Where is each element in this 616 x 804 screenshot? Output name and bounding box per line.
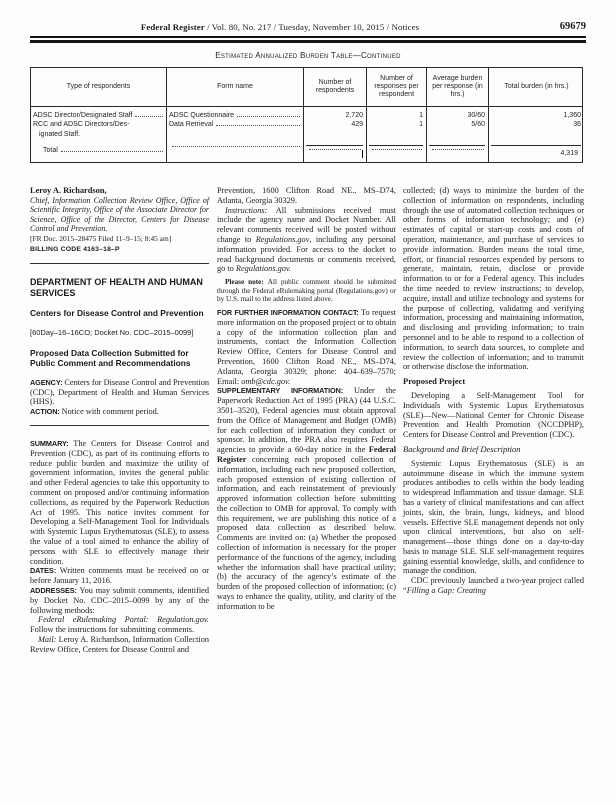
journal-name: Federal Register <box>140 22 205 32</box>
text-run: Federal Register <box>217 445 396 464</box>
table-col-type <box>31 107 167 162</box>
col-header-type: Type of respondents <box>31 68 167 106</box>
text-block-p <box>30 439 209 566</box>
text-run: CDC previously launched a two-year project called “ <box>403 576 584 596</box>
dot-leader <box>372 149 422 150</box>
text-run: Prevention, 1600 Clifton Road NE., MS–D74, Atlanta, Georgia 30329. <box>217 186 396 205</box>
text-block-hdept <box>30 277 209 298</box>
text-run: Chief, Information Collection Review Office, Office of Scientific Integrity, Office of the Associate Director for Science, Office of the Director, Centers for Disease Control and Prevention. <box>30 195 209 234</box>
table-col-total-burden <box>489 107 584 162</box>
cell-text: ADSC Questionnaire <box>169 112 234 119</box>
text-block-p <box>30 566 209 586</box>
text-run: Centers for Disease Control and Prevention <box>30 308 204 319</box>
text-run: Leroy A. Richardson, Information Collection Review Office, Centers for Disease Control and <box>30 634 209 654</box>
text-run: Notice with comment period. <box>61 407 159 417</box>
running-head <box>30 22 586 34</box>
table-header-row <box>30 67 583 107</box>
text-run: Systemic Lupus Erythematosus (SLE) is an autoimmune disease in which the immune system produces antibodies to cells within the body leading to widespread inflammation and tissue damage. SLE has a variety of clinical manifestations and can affect joints, skin, the brain, lungs, kidneys, and blood vessels. Effective SLE management depends not only upon clinical interventions, but also on self-management—those things done on a day-to-day basis to manage SLE. SLE self-management requires gaining essential knowledge, skills, and confidence to manage the condition. <box>403 458 584 576</box>
text-run: AGENCY: <box>30 377 65 387</box>
text-block-role <box>30 196 209 234</box>
column-rule <box>30 263 209 264</box>
text-run: [60Day–16–16CO; Docket No. CDC–2015–0099] <box>30 328 194 338</box>
text-run: collected; (d) ways to minimize the burden of the collection of information on respondents, including through the use of automated collection techniques or other forms of information technology; and (e) estimates of capital or start-up costs and costs of operation, maintenance, and purchase of services to provide information. Burden means the total time, effort, or financial resources expended by persons to generate, maintain, retain, disclose or provide information to or for a Federal agency. This includes the time needed to review instructions; to develop, acquire, install and utilize technology and systems for the purpose of collecting, validating and verifying information, processing and maintaining information, and disclosing and providing information; to train personnel and to be able to respond to a collection of information, to search data sources, to complete and review the collection of information; and to transmit or otherwise disclose the information. <box>403 186 584 372</box>
table-title: Estimated Annualized Burden Table—Continued <box>215 51 401 60</box>
text-run: SUPPLEMENTARY INFORMATION: <box>217 386 355 396</box>
text-run: All public comment should be submitted through the Federal eRulemaking portal (Regulations.gov) or by U.S. mail to the address listed above. <box>217 278 396 304</box>
total-row-cell <box>429 145 485 159</box>
text-block-hb <box>403 377 584 387</box>
text-column-2 <box>217 186 396 612</box>
text-block-pf <box>403 459 584 577</box>
text-run: Please note: <box>225 278 268 287</box>
total-row-cell <box>169 146 301 159</box>
text-run: Instructions: <box>225 205 276 215</box>
total-row-cell <box>369 145 423 159</box>
text-block-p <box>217 186 396 206</box>
text-run: Developing a Self-Management Tool for Individuals with Systemic Lupus Erythematosus (SLE)—New—National Center for Chronic Disease Prevention and Health Promotion (NCCDPHP), Centers for Disease Control and Prevention (CDC). <box>403 390 584 440</box>
text-run: All submissions received must include the agency name and Docket Number. All relevant comments received will be posted without change to <box>217 205 396 244</box>
page-number: 69679 <box>559 21 586 32</box>
text-block-pf <box>30 635 209 655</box>
dot-leader <box>216 125 300 126</box>
text-run: ADDRESSES: <box>30 585 80 595</box>
text-run: The Centers for Disease Control and Prevention (CDC), as part of its continuing efforts to reduce public burden and maximize the utility of government information, invites the general public and other Federal agencies to take this opportunity to comment on proposed and/or continuing information collections, as required by the Paperwork Reduction Act of 1995. This notice invites comment for Developing a Self-Management Tool for Individuals with Systemic Lupus Erythematosus (SLE), to assess the value of a tool aimed to enhance the ability of persons with SLE to effectively manage their condition. <box>30 439 209 566</box>
text-block-pf <box>403 576 584 596</box>
table-cell: 1,360 <box>563 112 581 119</box>
issue-info: / Vol. 80, No. 217 / Tuesday, November 10, 2015 / Notices <box>207 22 420 32</box>
text-run: Filling a Gap: Creating <box>406 586 486 596</box>
table-cell: 36 <box>573 121 581 129</box>
table-cell: 5/60 <box>471 121 485 129</box>
text-run: FOR FURTHER INFORMATION CONTACT: <box>217 307 362 317</box>
col-header-avg-burden: Average burden per response (in hrs.) <box>427 68 489 106</box>
text-block-hsub <box>30 348 209 368</box>
text-run: Regulations.gov <box>255 234 310 244</box>
table-cell <box>169 120 301 129</box>
header-rule-thick <box>30 40 586 43</box>
text-block-docket <box>30 328 209 337</box>
text-block-billing <box>30 245 209 255</box>
spacer <box>429 130 485 145</box>
total-row-cell <box>306 145 363 159</box>
text-run: , including any personal information provided. For access to the docket to read background documents or comments received, go to <box>217 234 396 274</box>
text-run: You may submit comments, identified by Docket No. CDC–2015–0099 by any of the following methods: <box>30 585 209 615</box>
text-block-hsub <box>30 308 209 318</box>
text-run: BILLING CODE 4163–18–P <box>30 246 120 254</box>
column-rule <box>30 425 209 426</box>
text-block-hi <box>403 445 584 455</box>
text-run: Federal eRulemaking Portal: Regulation.gov. <box>38 615 209 625</box>
dot-leader <box>135 116 163 117</box>
grand-total-value: 4,319 <box>560 150 578 157</box>
text-block-pf <box>217 206 396 275</box>
text-column-3 <box>403 186 584 596</box>
spacer <box>169 130 301 146</box>
text-block-pf <box>30 615 209 635</box>
text-run: Proposed Data Collection Submitted for Public Comment and Recommendations <box>30 347 191 368</box>
text-run: Regulations.gov. <box>235 264 292 274</box>
text-run: [FR Doc. 2015–28475 Filed 11–9–15; 8:45 am] <box>30 234 172 244</box>
text-block-p <box>403 186 584 372</box>
total-row-cell <box>491 145 581 159</box>
dot-leader <box>237 116 300 117</box>
table-cell: 1 <box>419 121 423 129</box>
total-row-cell <box>33 146 164 159</box>
header-rule <box>30 36 586 43</box>
text-run: Centers for Disease Control and Prevention (CDC), Department of Health and Human Services (HHS). <box>30 377 209 407</box>
text-block-note <box>217 278 396 304</box>
text-run: DATES: <box>30 566 60 576</box>
text-run: Follow the instructions for submitting comments. <box>30 625 195 635</box>
text-run: Proposed Project <box>403 376 466 387</box>
table-col-form <box>167 107 304 162</box>
text-cursor <box>362 150 364 158</box>
running-head-title <box>30 22 530 32</box>
header-rule-thin <box>30 36 586 38</box>
text-run: Under the Paperwork Reduction Act of 1995 (PRA) (44 U.S.C. 3501–3520), Federal agencies must obtain approval from the Office of Management and Budget (OMB) for each collection of information they conduct or sponsor. In addition, the PRA also requires Federal agencies to provide a 60-day notice in the <box>217 386 396 455</box>
text-block-p <box>30 378 209 407</box>
text-run: Written comments must be received on or before January 11, 2016. <box>30 566 210 586</box>
text-run: DEPARTMENT OF HEALTH AND HUMAN SERVICES <box>30 277 203 298</box>
cell-text: Data Retrieval <box>169 121 214 129</box>
table-cell <box>33 111 164 120</box>
text-run: concerning each proposed collection of information, including each new proposed collection, each proposed extension of existing collection of information, and each reinstatement of previously approved information collection before submitting the collection to OMB for approval. To comply with this requirement, we are publishing this notice of a proposed data collection as described below. Comments are invited on: (a) Whether the proposed collection of information is necessary for the proper performance of the functions of the agency, including whether the information shall have practical utility; (b) the accuracy of the agency’s estimate of the burden of the proposed collection of information; (c) ways to enhance the quality, utility, and clarity of the information to be <box>217 454 396 611</box>
spacer <box>33 139 164 146</box>
table-cell <box>169 111 301 120</box>
text-block-sig <box>30 186 209 196</box>
text-run: ACTION: <box>30 407 62 417</box>
table-body <box>30 107 583 163</box>
text-block-pf <box>403 391 584 440</box>
cell-text: ADSC Director/Designated Staff <box>33 112 133 119</box>
table-cell: 2,720 <box>345 112 363 119</box>
col-header-form: Form name <box>167 68 304 106</box>
spacer <box>491 130 581 145</box>
text-run: Leroy A. Richardson, <box>30 186 107 195</box>
dot-leader <box>432 149 484 150</box>
dot-leader <box>309 149 361 150</box>
table-col-avg-burden <box>427 107 489 162</box>
text-block-frdoc <box>30 234 209 243</box>
col-header-total-burden: Total burden (in hrs.) <box>504 82 569 90</box>
table-cell: 1 <box>419 112 423 119</box>
text-run: Background and Brief Description <box>403 443 521 454</box>
text-column-1 <box>30 186 209 655</box>
text-block-p <box>217 308 396 386</box>
text-run: SUMMARY: <box>30 439 74 448</box>
spacer <box>306 130 363 145</box>
burden-table <box>30 67 583 163</box>
text-block-p <box>217 386 396 611</box>
text-block-p <box>30 586 209 615</box>
dot-leader <box>172 146 300 147</box>
table-cell: 429 <box>351 121 363 129</box>
text-run: Mail: <box>38 634 59 644</box>
col-header-respondents: Number of respondents <box>304 68 367 106</box>
table-cell: RCC and ADSC Directors/Designated Staff. <box>33 121 130 138</box>
table-cell: 30/60 <box>467 112 485 119</box>
text-block-p <box>30 407 209 417</box>
text-run: To request more information on the proposed project or to obtain a copy of the information collection plan and instruments, contact the Information Collection Review Office, Centers for Disease Control and Prevention, 1600 Clifton Road NE., MS–D74, Atlanta, Georgia 30329; phone: 404–639–7570; Email: <box>217 307 396 386</box>
text-run: omb@cdc.gov. <box>241 376 291 386</box>
col-header-responses: Number of responses per respondent <box>367 68 427 106</box>
table-col-responses <box>367 107 427 162</box>
dot-leader <box>61 151 163 152</box>
total-label: Total <box>43 147 58 154</box>
spacer <box>369 130 423 145</box>
table-col-respondents <box>304 107 367 162</box>
